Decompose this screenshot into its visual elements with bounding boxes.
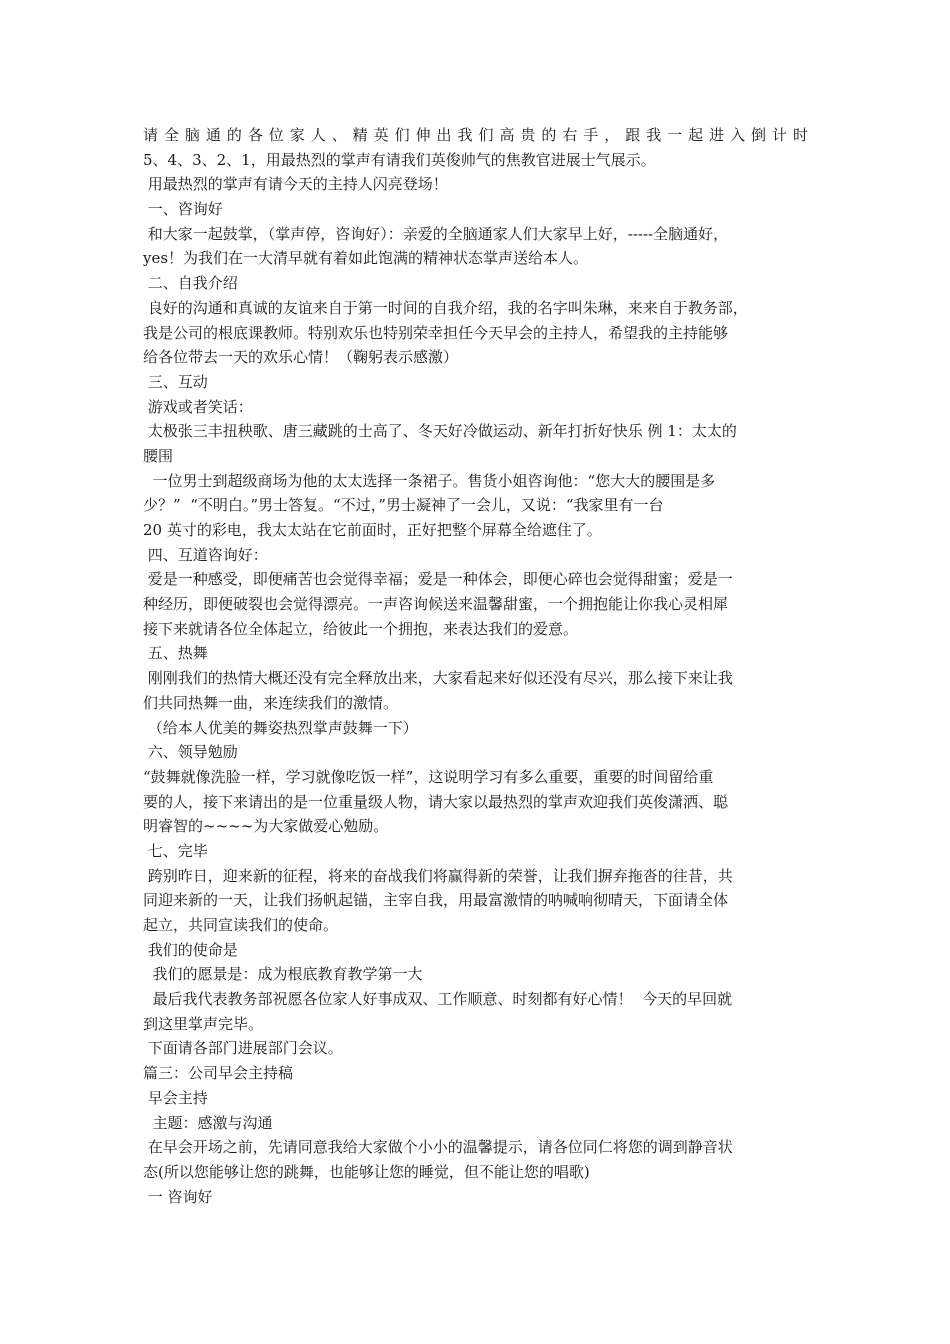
paragraph-line: 和大家一起鼓掌，（掌声停，咨询好）：亲爱的全脑通家人们大家早上好，-----全脑通好， xyxy=(143,224,729,243)
paragraph-line: 腰围 xyxy=(143,446,174,465)
paragraph-line: 太极张三丰扭秧歌、唐三藏跳的士高了、冬天好冷做运动、新年打折好快乐 例 1：太太的 xyxy=(143,422,737,441)
paragraph-line: 少？” “不明白。”男士答复。“不过，”男士凝神了一会儿，又说：“我家里有一台 xyxy=(143,496,664,515)
paragraph-line: 请全脑通的各位家人、精英们伸出我们高贵的右手，跟我一起进入倒计时 xyxy=(143,126,808,144)
paragraph-line: 态(所以您能够让您的跳舞，也能够让您的睡觉，但不能让您的唱歌) xyxy=(143,1162,590,1181)
paragraph-line: 刚刚我们的热情大概还没有完全释放出来，大家看起来好似还没有尽兴，那么接下来让我 xyxy=(143,669,733,688)
paragraph-line: 们共同热舞一曲，来连续我们的激情。 xyxy=(143,693,399,712)
paragraph-line: 起立，共同宣读我们的使命。 xyxy=(143,916,339,934)
paragraph-line: （给本人优美的舞姿热烈掌声鼓舞一下） xyxy=(143,718,418,737)
paragraph-line: 用最热烈的掌声有请今天的主持人闪亮登场！ xyxy=(143,175,448,194)
section-heading: 三、互动 xyxy=(143,372,208,391)
section-heading: 一 咨询好 xyxy=(143,1187,213,1206)
paragraph-line: 最后我代表教务部祝愿各位家人好事成双、工作顺意、时刻都有好心情！ 今天的早回就 xyxy=(143,990,733,1009)
paragraph-line: 我们的使命是 xyxy=(143,940,238,959)
document-body xyxy=(143,123,808,1209)
section-heading: 二、自我介绍 xyxy=(143,274,238,293)
paragraph-line: 爱是一种感受，即便痛苦也会觉得幸福；爱是一种体会，即便心碎也会觉得甜蜜；爱是一 xyxy=(143,570,733,589)
section-heading: 六、领导勉励 xyxy=(143,743,238,762)
paragraph-line: 良好的沟通和真诚的友谊来自于第一时间的自我介绍，我的名字叫朱琳，来来自于教务部， xyxy=(143,298,748,317)
paragraph-line: yes！为我们在一大清早就有着如此饱满的精神状态掌声送给本人。 xyxy=(143,249,589,268)
paragraph-line: 我是公司的根底课教师。特别欢乐也特别荣幸担任今天早会的主持人，希望我的主持能够 xyxy=(143,323,729,342)
chapter-heading: 篇三：公司早会主持稿 xyxy=(143,1064,294,1083)
paragraph-line: 5、4、3、2、1，用最热烈的掌声有请我们英俊帅气的焦教官进展士气展示。 xyxy=(143,150,656,169)
section-heading: 早会主持 xyxy=(143,1088,208,1107)
section-heading: 五、热舞 xyxy=(143,644,208,663)
paragraph-line: 到这里掌声完毕。 xyxy=(143,1014,264,1033)
paragraph-line: 游戏或者笑话： xyxy=(143,397,253,416)
paragraph-line: 我们的愿景是：成为根底教育教学第一大 xyxy=(143,965,423,984)
paragraph-line: 要的人，接下来请出的是一位重量级人物，请大家以最热烈的掌声欢迎我们英俊潇洒、聪 xyxy=(143,792,729,811)
paragraph-line: 接下来就请各位全体起立，给彼此一个拥抱，来表达我们的爱意。 xyxy=(143,619,579,638)
paragraph-line: 种经历，即便破裂也会觉得漂亮。一声咨询候送来温馨甜蜜，一个拥抱能让你我心灵相犀 xyxy=(143,595,729,614)
paragraph-line: 明睿智的~~~~为大家做爱心勉励。 xyxy=(143,817,389,836)
section-heading: 七、完毕 xyxy=(143,841,208,860)
paragraph-line: 一位男士到超级商场为他的太太选择一条裙子。售货小姐咨询他：“您大大的腰围是多 xyxy=(143,471,716,490)
paragraph-line: 同迎来新的一天，让我们扬帆起锚，主宰自我，用最富激情的呐喊响彻晴天，下面请全体 xyxy=(143,891,729,910)
paragraph-line: 给各位带去一天的欢乐心情！（鞠躬表示感激） xyxy=(143,348,459,367)
paragraph-line: 20 英寸的彩电，我太太站在它前面时，正好把整个屏幕全给遮住了。 xyxy=(143,521,602,539)
section-heading: 四、互道咨询好： xyxy=(143,545,268,564)
section-heading: 一、咨询好 xyxy=(143,200,223,219)
paragraph-line: “鼓舞就像洗脸一样，学习就像吃饭一样”，这说明学习有多么重要，重要的时间留给重 xyxy=(143,767,714,786)
paragraph-line: 跨别昨日，迎来新的征程，将来的奋战我们将赢得新的荣誉，让我们摒弃拖沓的往昔，共 xyxy=(143,866,733,885)
paragraph-line: 主题：感激与沟通 xyxy=(143,1113,273,1132)
paragraph-line: 在早会开场之前，先请同意我给大家做个小小的温馨提示，请各位同仁将您的调到静音状 xyxy=(143,1138,733,1157)
paragraph-line: 下面请各部门进展部门会议。 xyxy=(143,1039,343,1058)
